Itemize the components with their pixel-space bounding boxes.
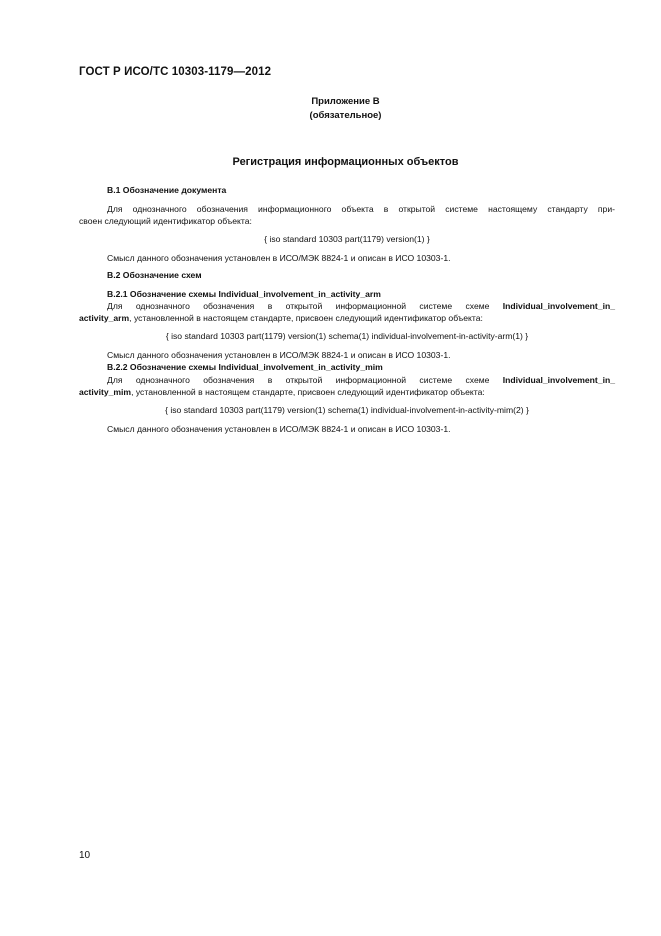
b1-paragraph (79, 203, 615, 227)
b22-heading: В.2.2 Обозначение схемы Individual_involvement_in_activity_mim (107, 362, 383, 372)
b21-line1-bold: Individual_involvement_in_ (502, 301, 615, 311)
b21-identifier: { iso standard 10303 part(1179) version(1) schema(1) individual-involvement-in-activity-arm(1) } (165, 331, 529, 341)
b22-paragraph-line2 (79, 386, 615, 398)
b21-paragraph-line2 (79, 312, 615, 324)
b22-identifier: { iso standard 10303 part(1179) version(1) schema(1) individual-involvement-in-activity-mim(2) } (165, 405, 529, 415)
b22-line1-text: Для однозначного обозначения в открытой информационной системе схеме (107, 375, 503, 385)
section-title: Регистрация информационных объектов (232, 156, 459, 168)
b2-heading: В.2 Обозначение схем (107, 270, 202, 280)
page-number: 10 (79, 850, 91, 861)
b1-heading: В.1 Обозначение документа (107, 185, 227, 195)
annex-label: Приложение В (311, 96, 380, 107)
document-header: ГОСТ Р ИСО/ТС 10303-1179—2012 (79, 66, 272, 78)
b21-line1-text: Для однозначного обозначения в открытой информационной системе схеме (107, 301, 503, 311)
b22-line1-bold: Individual_involvement_in_ (502, 375, 615, 385)
b22-line2-text: , установленной в настоящем стандарте, присвоен следующий идентификатор объекта: (131, 387, 485, 397)
b1-meaning: Смысл данного обозначения установлен в ИСО/МЭК 8824-1 и описан в ИСО 10303-1. (107, 253, 451, 263)
b22-paragraph (79, 374, 615, 398)
b21-heading: В.2.1 Обозначение схемы Individual_involvement_in_activity_arm (107, 289, 381, 299)
b21-meaning: Смысл данного обозначения установлен в ИСО/МЭК 8824-1 и описан в ИСО 10303-1. (107, 350, 451, 360)
b21-paragraph-line1 (79, 300, 615, 312)
b22-paragraph-line1 (79, 374, 615, 386)
annex-status: (обязательное) (309, 110, 382, 121)
b1-identifier: { iso standard 10303 part(1179) version(1) } (264, 234, 430, 244)
b1-paragraph-line2: своен следующий идентификатор объекта: (79, 216, 252, 226)
b21-paragraph (79, 300, 615, 324)
b1-paragraph-line1: Для однозначного обозначения информационного объекта в открытой системе настоящему стандарту при- (107, 204, 615, 214)
b22-meaning: Смысл данного обозначения установлен в ИСО/МЭК 8824-1 и описан в ИСО 10303-1. (107, 424, 451, 434)
b21-line2-text: , установленной в настоящем стандарте, присвоен следующий идентификатор объекта: (129, 313, 483, 323)
annex-title (0, 95, 661, 123)
b21-line2-bold: activity_arm (79, 313, 130, 323)
b22-line2-bold: activity_mim (79, 387, 132, 397)
